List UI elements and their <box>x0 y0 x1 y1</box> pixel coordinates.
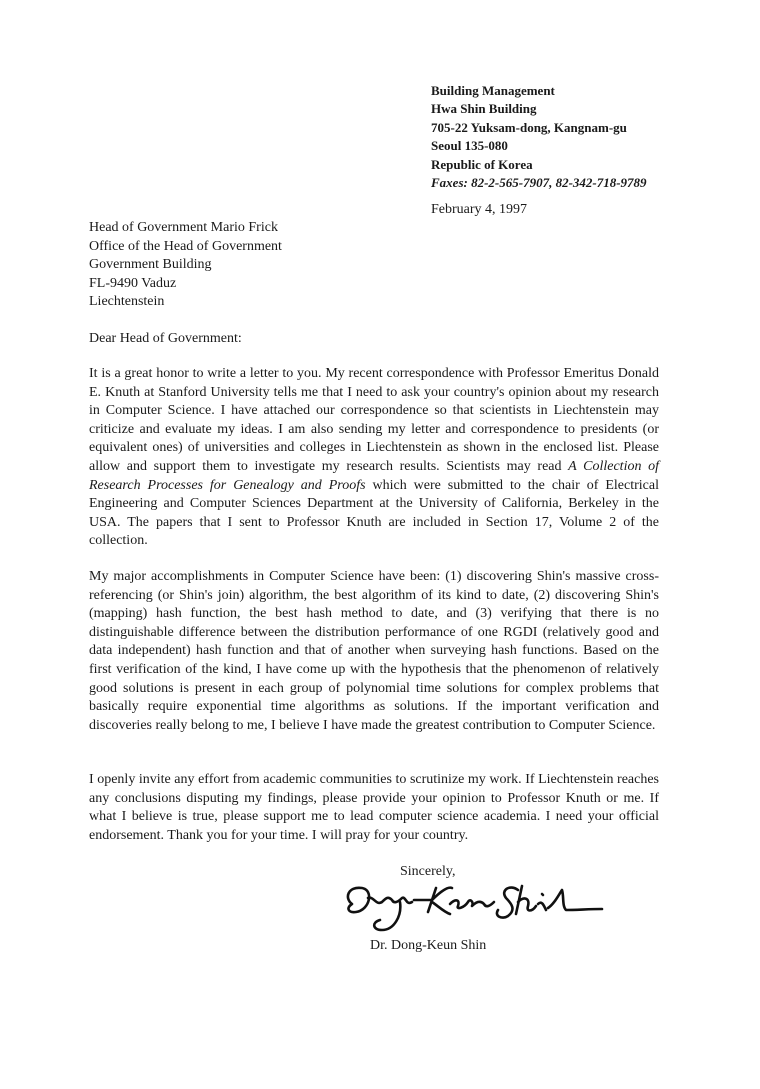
paragraph-1-text-start: It is a great honor to write a letter to you. My recent correspondence with Professor Emeritus Donald E. Knuth at Stanford University tells me that I need to ask your country's opinion about my research in Computer Science. I have attached our correspondence so that scientists in Liechtenstein may criticize and evaluate my ideas. I am also sending my letter and correspondence to presidents (or equivalent ones) of universities and colleges in Liechtenstein as shown in the enclosed list. Please allow and support them to investigate my research results. Scientists may read <box>89 366 659 474</box>
collection-title: A Collection of Research Processes for Genealogy and Proofs <box>89 458 659 493</box>
sender-line-street: 705-22 Yuksam-dong, Kangnam-gu <box>431 119 627 135</box>
sender-fax-numbers: Faxes: 82-2-565-7907, 82-342-718-9789 <box>431 175 647 191</box>
sender-line-building: Hwa Shin Building <box>431 101 537 117</box>
sender-line-city: Seoul 135-080 <box>431 138 508 154</box>
salutation: Dear Head of Government: <box>89 331 242 346</box>
letter-date: February 4, 1997 <box>431 202 528 217</box>
signer-name: Dr. Dong-Keun Shin <box>370 938 487 953</box>
sender-line-country: Republic of Korea <box>431 156 533 172</box>
recipient-line-office: Office of the Head of Government <box>89 238 282 254</box>
body-paragraph-1 <box>89 365 659 551</box>
recipient-address-block <box>89 219 282 312</box>
recipient-line-country: Liechtenstein <box>89 294 165 310</box>
sender-line-organization: Building Management <box>431 83 555 98</box>
paragraph-1-text-end: which were submitted to the chair of Electrical Engineering and Computer Sciences Department at the University of California, Berkeley in the USA. The papers that I sent to Professor Knuth are included in Section 17, Volume 2 of the collection. <box>89 477 659 549</box>
body-paragraph-3: I openly invite any effort from academic communities to scrutinize my work. If Liechtenstein reaches any conclusions disputing my findings, please provide your opinion to Professor Knuth or me. If what I believe is true, please support me to lead computer science academia. I need your official endorsement. Thank you for your time. I will pray for your country. <box>89 772 659 843</box>
sender-address-block <box>431 82 647 192</box>
handwritten-signature <box>340 876 610 936</box>
closing: Sincerely, <box>400 864 456 879</box>
recipient-line-city: FL-9490 Vaduz <box>89 275 177 291</box>
body-paragraph-2: My major accomplishments in Computer Science have been: (1) discovering Shin's massive cross-referencing (or Shin's join) algorithm, the best algorithm of its kind to date, (2) discovering Shin's (mapping) hash function, the best hash method to date, and (3) verifying that there is no distinguishable difference between the distribution performance of one RGDI (relatively good and data independent) hash function and that of another when surveying hash functions. Based on the first verification of the kind, I have come up with the hypothesis that the phenomenon of relatively good solutions is present in each group of polynomial time solutions for complex problems that basically require exponential time algorithms as solutions. If the important verification and discoveries really belong to me, I believe I have made the greatest contribution to Computer Science. <box>89 569 659 733</box>
recipient-line-building: Government Building <box>89 257 212 273</box>
recipient-line-name: Head of Government Mario Frick <box>89 220 278 235</box>
